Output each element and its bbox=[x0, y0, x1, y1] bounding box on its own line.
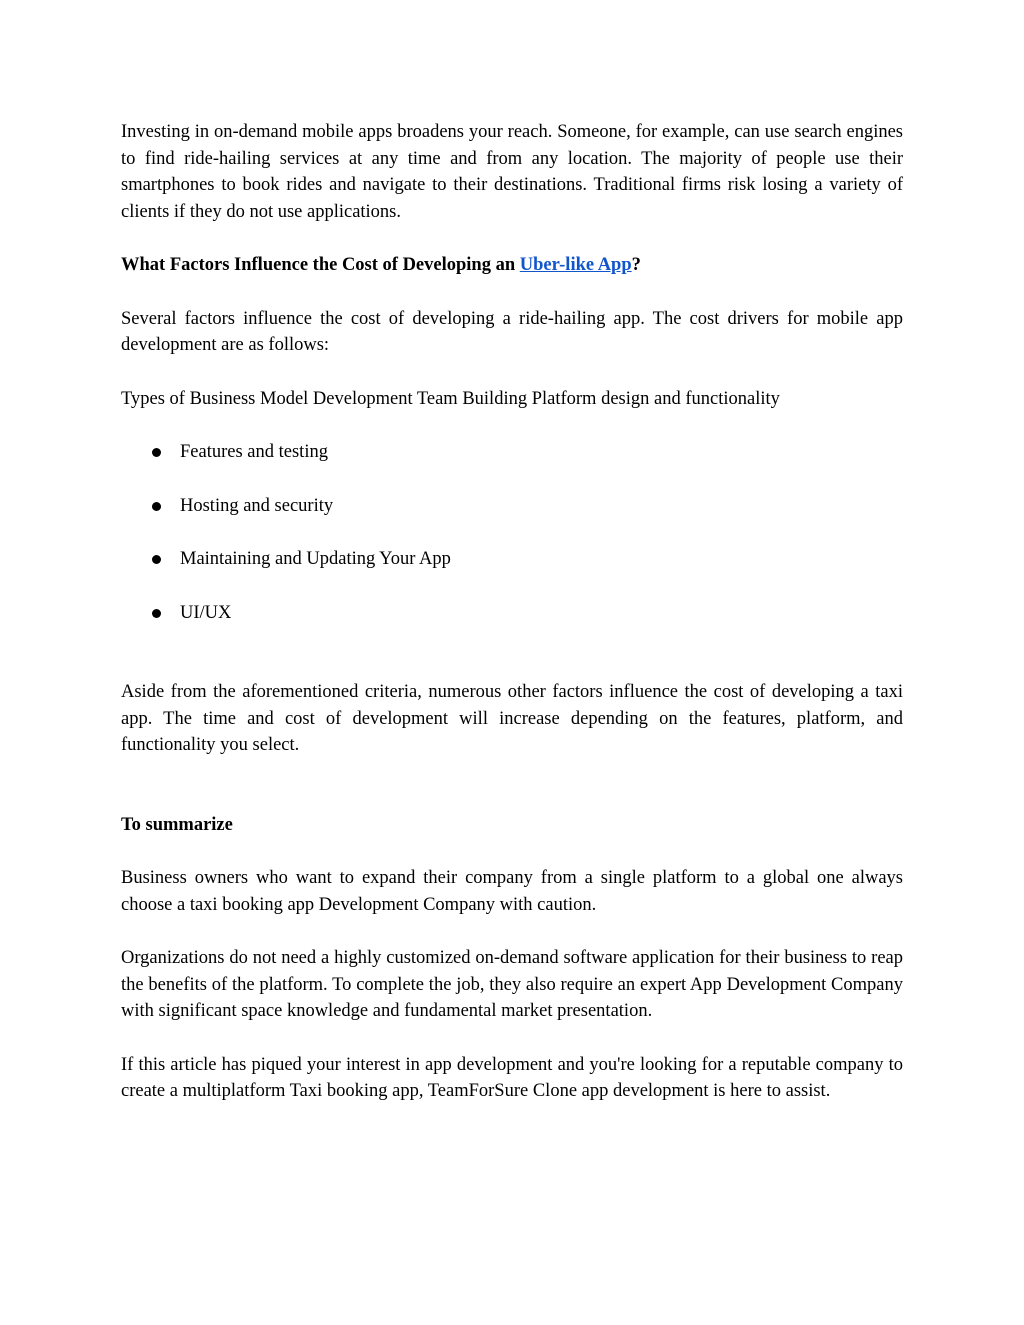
organizations-paragraph: Organizations do not need a highly customized on-demand software application for their business to reap the benefits of the platform. To complete the job, they also require an expert App Development Company with significant space knowledge and fundamental market presentation. bbox=[121, 948, 903, 1021]
document-body bbox=[121, 119, 903, 1105]
cost-drivers-list bbox=[121, 439, 903, 626]
factors-heading-text: What Factors Influence the Cost of Developing an bbox=[121, 255, 520, 275]
spacer bbox=[121, 759, 903, 812]
spacer bbox=[121, 838, 903, 865]
list-item bbox=[121, 439, 903, 466]
spacer bbox=[121, 412, 903, 439]
spacer bbox=[121, 359, 903, 386]
list-item bbox=[121, 600, 903, 627]
spacer bbox=[121, 918, 903, 945]
factors-heading bbox=[121, 252, 903, 279]
spacer bbox=[121, 279, 903, 306]
spacer bbox=[121, 225, 903, 252]
list-item-label: Hosting and security bbox=[180, 495, 334, 516]
intro-paragraph: Investing in on-demand mobile apps broadens your reach. Someone, for example, can use search engines to find ride-hailing services at any time and from any location. The majority of people use their smartphones to book rides and navigate to their destinations. Traditional firms risk losing a variety of clients if they do not use applications. bbox=[121, 122, 903, 222]
factors-heading-suffix: ? bbox=[631, 255, 641, 275]
business-owners-paragraph: Business owners who want to expand their company from a single platform to a global one always choose a taxi booking app Development Company with caution. bbox=[121, 868, 903, 915]
bullet-icon bbox=[152, 555, 161, 564]
types-paragraph: Types of Business Model Development Team Building Platform design and functionality bbox=[121, 388, 780, 409]
uber-like-app-link[interactable]: Uber-like App bbox=[519, 255, 632, 275]
list-item-label: UI/UX bbox=[180, 602, 232, 623]
bullet-icon bbox=[152, 609, 161, 618]
closing-paragraph: If this article has piqued your interest in app development and you're looking for a reputable company to create a multiplatform Taxi booking app, TeamForSure Clone app development is here to assist. bbox=[121, 1054, 903, 1101]
bullet-icon bbox=[152, 448, 161, 457]
summary-heading: To summarize bbox=[121, 814, 233, 835]
list-item-label: Maintaining and Updating Your App bbox=[180, 549, 451, 569]
spacer bbox=[121, 626, 903, 679]
spacer bbox=[121, 1025, 903, 1052]
list-item bbox=[121, 493, 903, 520]
bullet-icon bbox=[152, 502, 161, 511]
list-item-label: Features and testing bbox=[180, 442, 328, 462]
factors-intro-paragraph: Several factors influence the cost of developing a ride-hailing app. The cost drivers for mobile app development are as follows: bbox=[121, 308, 903, 355]
list-item bbox=[121, 546, 903, 573]
aside-paragraph: Aside from the aforementioned criteria, numerous other factors influence the cost of developing a taxi app. The time and cost of development will increase depending on the features, platform, and functionality you select. bbox=[121, 682, 903, 755]
